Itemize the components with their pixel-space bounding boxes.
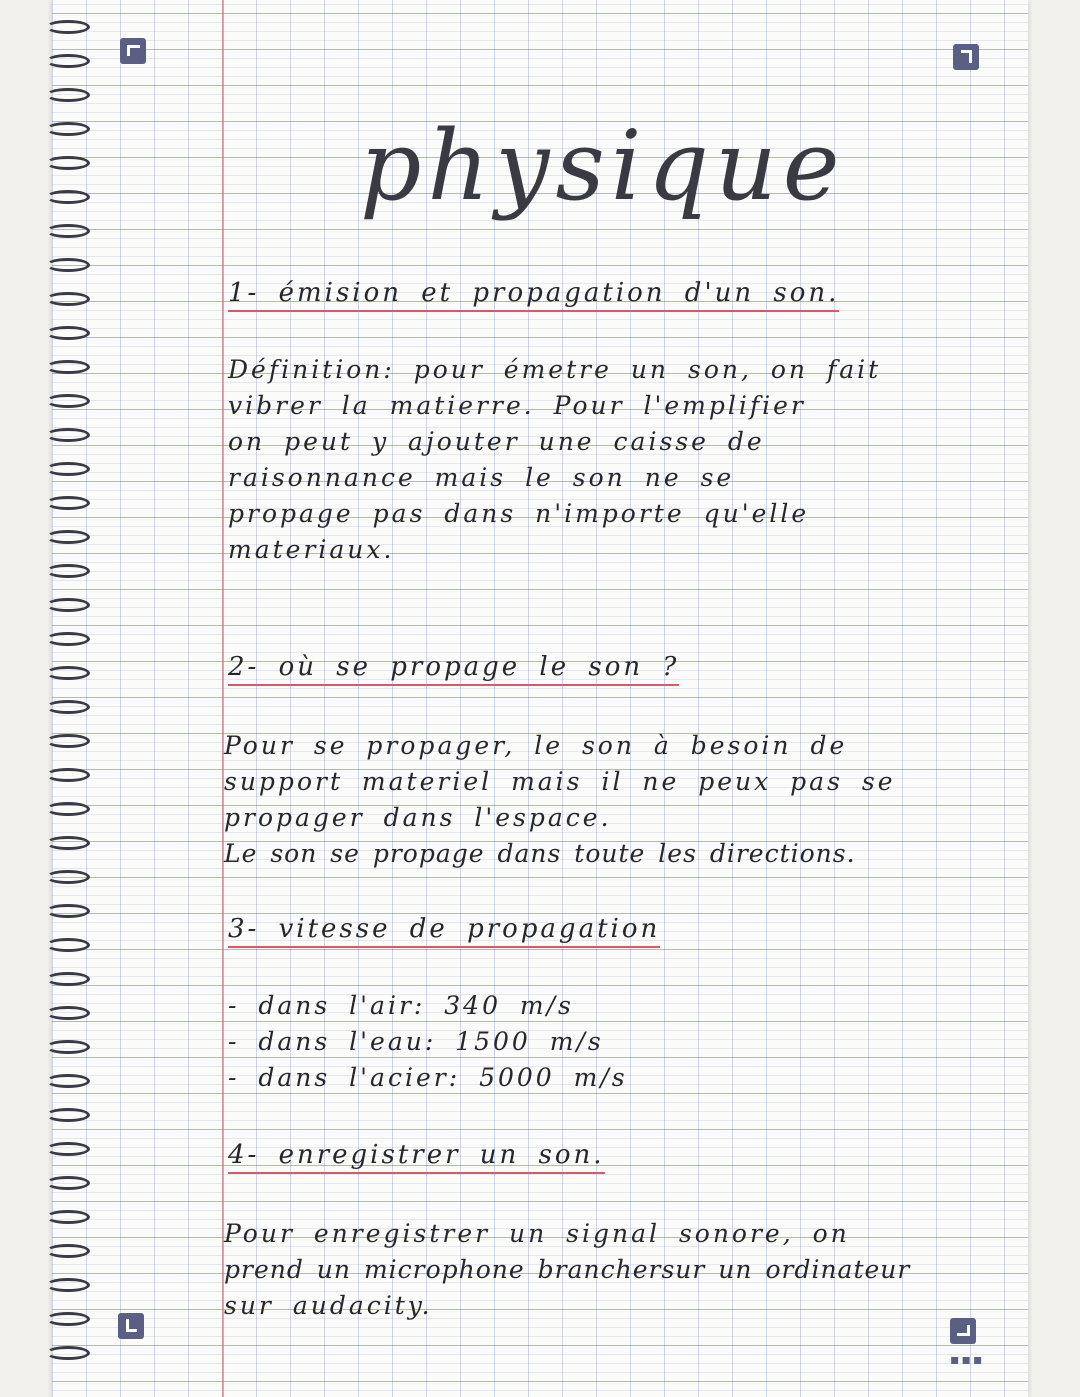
spiral-ring	[46, 1040, 90, 1054]
spiral-ring	[46, 496, 90, 510]
margin-line	[222, 0, 224, 1397]
spiral-ring	[46, 360, 90, 374]
spiral-ring	[46, 1244, 90, 1258]
spiral-ring	[46, 870, 90, 884]
spiral-ring	[46, 394, 90, 408]
spiral-ring	[46, 802, 90, 816]
page-title: physique	[360, 110, 846, 222]
spiral-ring	[46, 88, 90, 102]
section-4-heading: 4- enregistrer un son.	[228, 1140, 605, 1170]
spiral-ring	[46, 700, 90, 714]
spiral-ring	[46, 938, 90, 952]
spiral-ring	[46, 666, 90, 680]
spiral-ring	[46, 462, 90, 476]
spiral-ring	[46, 768, 90, 782]
spiral-ring	[46, 530, 90, 544]
corner-mark-icon	[118, 1313, 144, 1339]
spiral-binding	[46, 20, 96, 1390]
spiral-ring	[46, 1312, 90, 1326]
corner-mark-icon	[950, 1318, 976, 1344]
spiral-ring	[46, 292, 90, 306]
spiral-ring	[46, 836, 90, 850]
spiral-ring	[46, 122, 90, 136]
section-2-body: Pour se propager, le son à besoin de support materiel mais il ne peux pas se propager dans l'espace. Le son se propage dans toute les directions.	[224, 731, 896, 868]
spiral-ring	[46, 224, 90, 238]
section-1-body: Définition: pour émetre un son, on fait vibrer la matierre. Pour l'emplifier on peut y ajouter une caisse de raisonnance mais le son ne se propage pas dans n'importe qu'elle materiaux.	[228, 355, 882, 564]
spiral-ring	[46, 1210, 90, 1224]
spiral-ring	[46, 428, 90, 442]
corner-mark-icon	[120, 38, 146, 64]
spiral-ring	[46, 326, 90, 340]
spiral-ring	[46, 190, 90, 204]
spiral-ring	[46, 1346, 90, 1360]
spiral-ring	[46, 1278, 90, 1292]
spiral-ring	[46, 1006, 90, 1020]
section-4-body: Pour enregistrer un signal sonore, on prend un microphone branchersur un ordinateur sur audacity.	[224, 1219, 911, 1320]
section-3-heading: 3- vitesse de propagation	[228, 914, 660, 944]
spiral-ring	[46, 1142, 90, 1156]
spiral-ring	[46, 20, 90, 34]
spiral-ring	[46, 598, 90, 612]
spiral-ring	[46, 564, 90, 578]
spiral-ring	[46, 156, 90, 170]
spiral-ring	[46, 972, 90, 986]
spiral-ring	[46, 258, 90, 272]
section-1-heading: 1- émision et propagation d'un son.	[228, 278, 839, 308]
dots-mark: ▪▪▪	[950, 1352, 985, 1368]
spiral-ring	[46, 1108, 90, 1122]
spiral-ring	[46, 904, 90, 918]
section-2-heading: 2- où se propage le son ?	[228, 652, 679, 682]
spiral-ring	[46, 1176, 90, 1190]
corner-mark-icon	[953, 44, 979, 70]
spiral-ring	[46, 632, 90, 646]
spiral-ring	[46, 1074, 90, 1088]
section-3-body: - dans l'air: 340 m/s - dans l'eau: 1500 m/s - dans l'acier: 5000 m/s	[228, 991, 628, 1092]
spiral-ring	[46, 734, 90, 748]
spiral-ring	[46, 54, 90, 68]
